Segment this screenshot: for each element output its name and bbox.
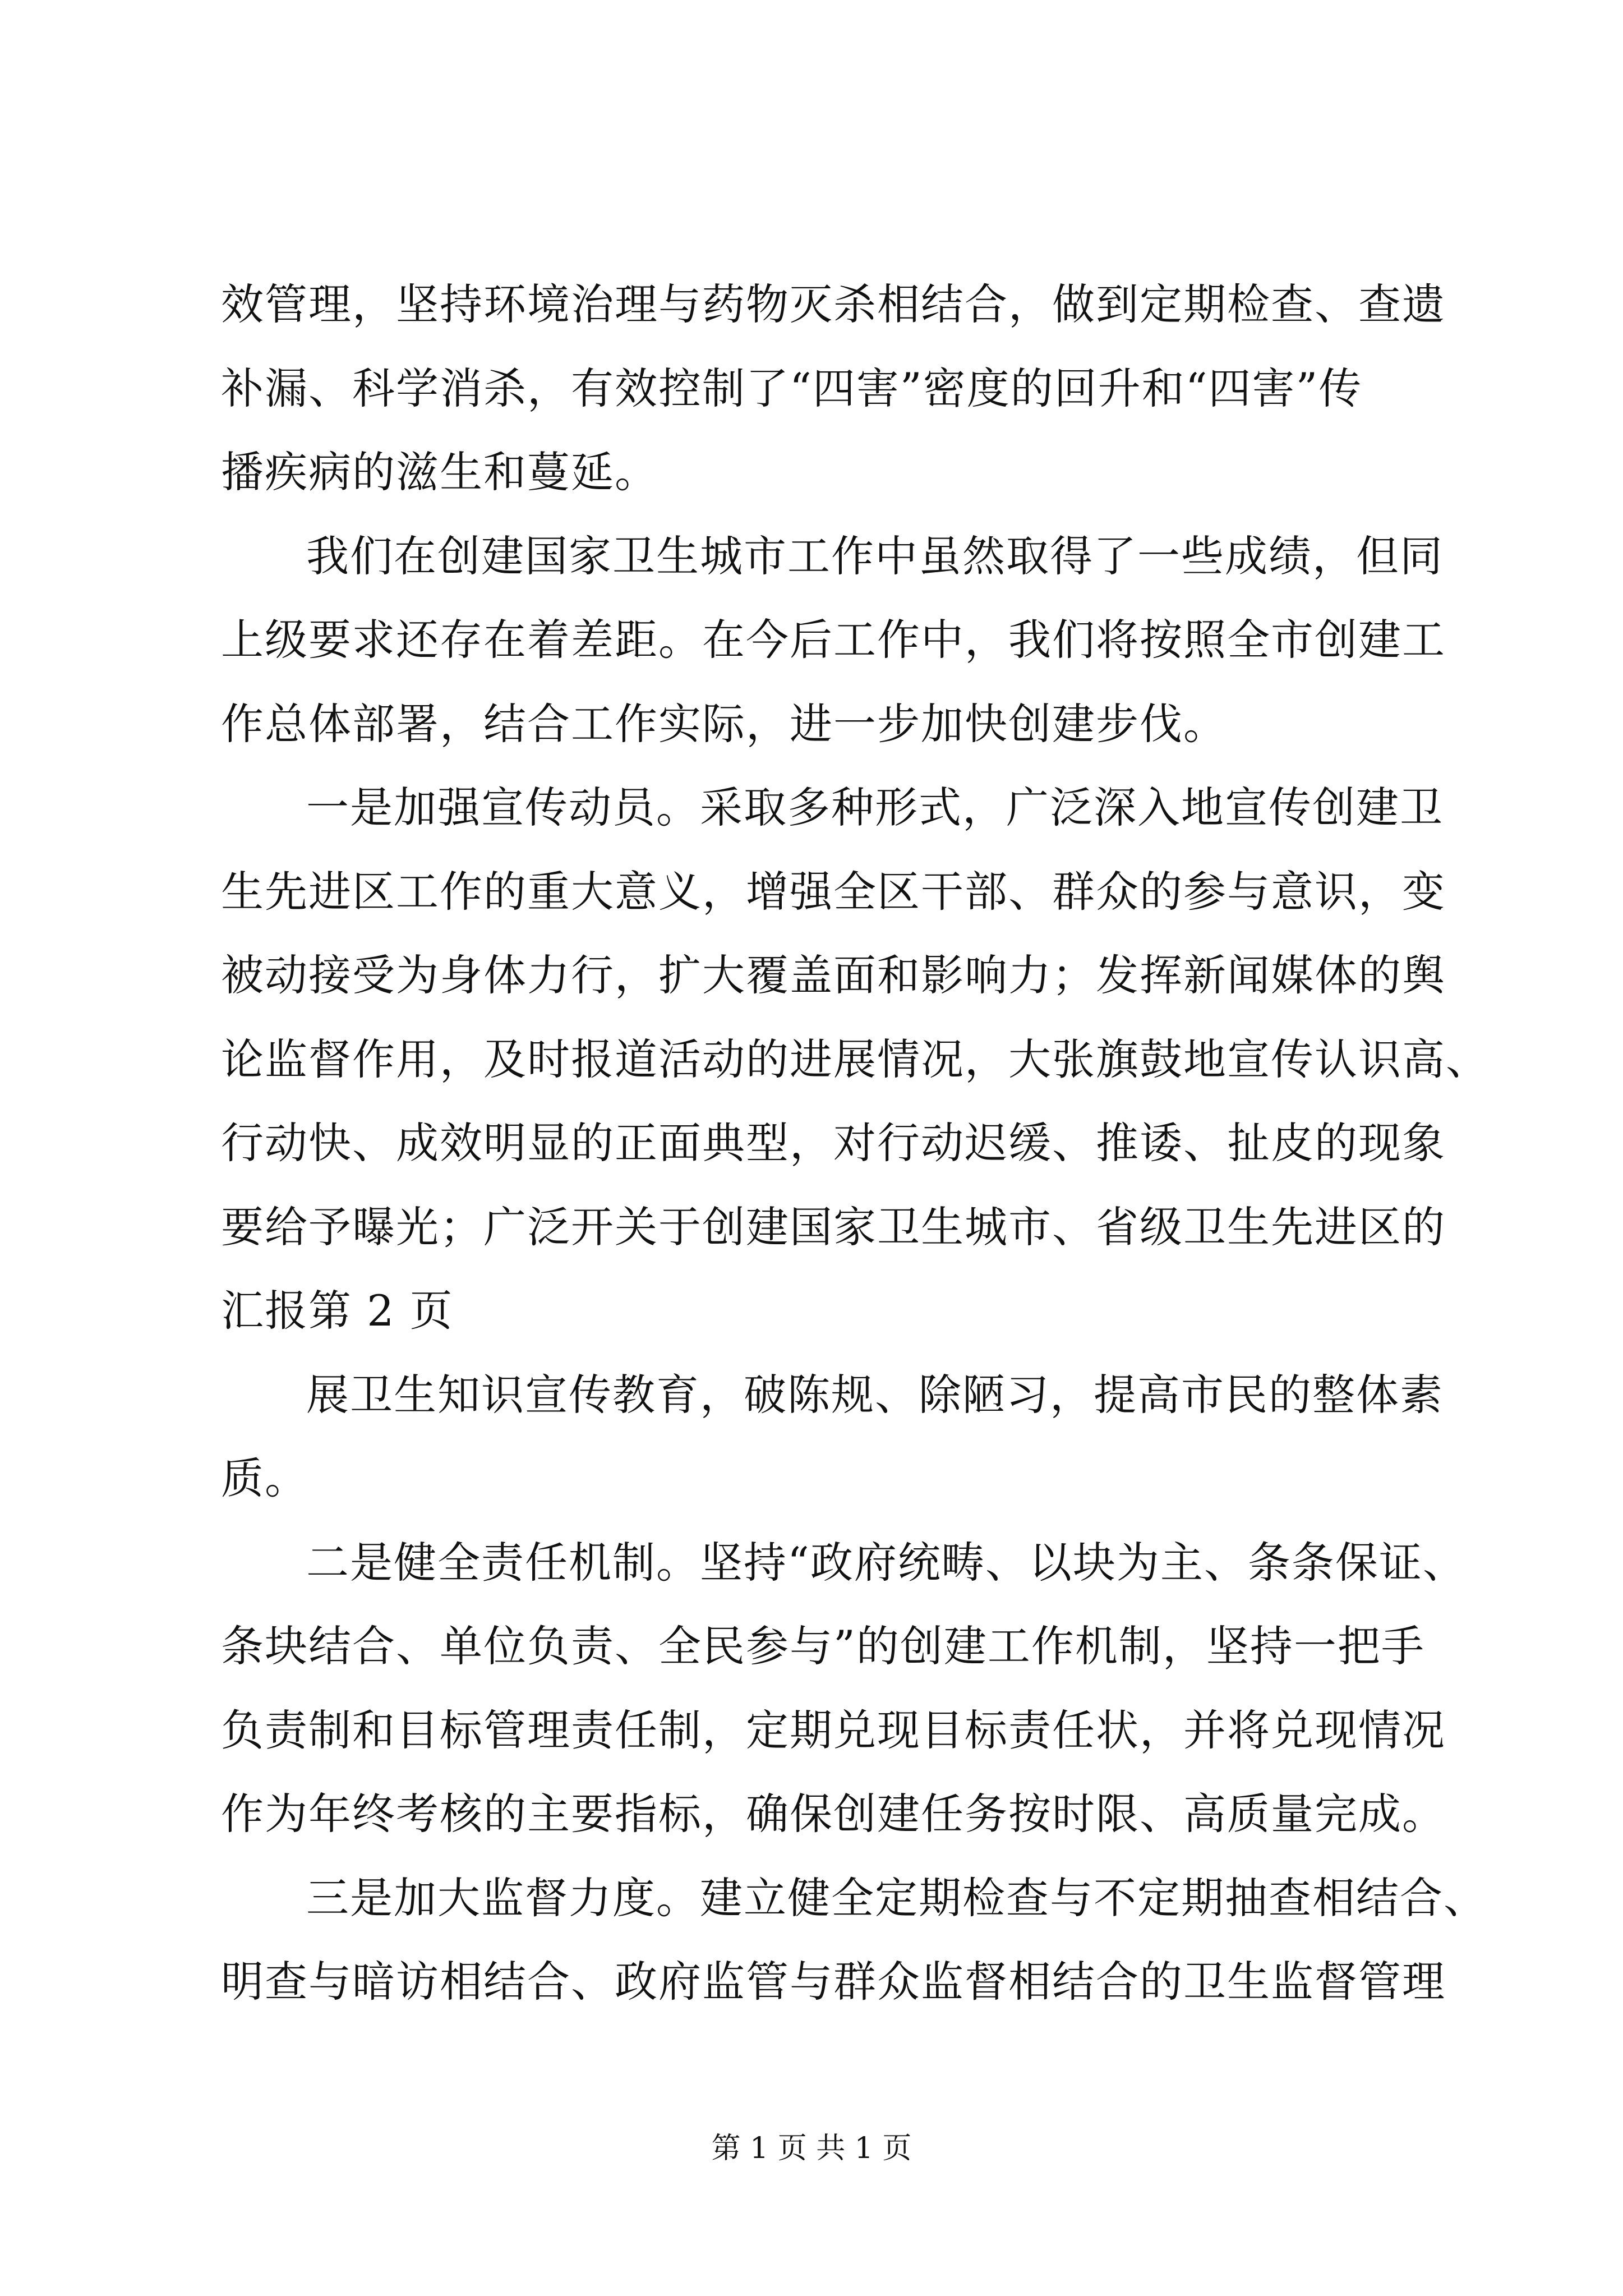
text-line: 被动接受为身体力行，扩大覆盖面和影响力；发挥新闻媒体的舆	[221, 950, 1446, 1000]
text-line: 生先进区工作的重大意义，增强全区干部、群众的参与意识，变	[221, 866, 1446, 917]
text-line: 要给予曝光；广泛开关于创建国家卫生城市、省级卫生先进区的	[221, 1202, 1446, 1252]
paragraph-first-line: 我们在创建国家卫生城市工作中虽然取得了一些成绩，但同	[306, 531, 1444, 581]
text-line: 上级要求还存在着差距。在今后工作中，我们将按照全市创建工	[221, 615, 1446, 665]
text-line: 汇报第 2 页	[221, 1286, 454, 1336]
text-line: 负责制和目标管理责任制，定期兑现目标责任状，并将兑现情况	[221, 1705, 1446, 1755]
paragraph-first-line: 一是加强宣传动员。采取多种形式，广泛深入地宣传创建卫	[306, 783, 1444, 832]
paragraph-first-line: 三是加大监督力度。建立健全定期检查与不定期抽查相结合、	[306, 1872, 1487, 1923]
paragraph-first-line: 展卫生知识宣传教育，破陈规、除陋习，提高市民的整体素	[306, 1369, 1444, 1420]
text-line: 作为年终考核的主要指标，确保创建任务按时限、高质量完成。	[221, 1789, 1446, 1839]
text-line: 论监督作用，及时报道活动的进展情况，大张旗鼓地宣传认识高、	[221, 1034, 1490, 1084]
text-line: 补漏、科学消杀，有效控制了“四害”密度的回升和“四害”传	[221, 363, 1363, 413]
text-line: 质。	[221, 1453, 308, 1503]
text-line: 明查与暗访相结合、政府监管与群众监督相结合的卫生监督管理	[221, 1957, 1446, 2007]
text-line: 行动快、成效明显的正面典型，对行动迟缓、推诿、扯皮的现象	[221, 1118, 1446, 1168]
paragraph-first-line: 二是健全责任机制。坚持“政府统畴、以块为主、条条保证、	[306, 1537, 1467, 1588]
document-body	[221, 263, 1490, 2024]
page-footer: 第 1 页 共 1 页	[711, 2132, 912, 2165]
text-line: 播疾病的滋生和蔓延。	[221, 447, 658, 497]
text-line: 作总体部署，结合工作实际，进一步加快创建步伐。	[221, 698, 1227, 749]
text-line: 效管理，坚持环境治理与药物灭杀相结合，做到定期检查、查遗	[221, 279, 1446, 329]
text-line: 条块结合、单位负责、全民参与”的创建工作机制，坚持一把手	[221, 1621, 1425, 1671]
